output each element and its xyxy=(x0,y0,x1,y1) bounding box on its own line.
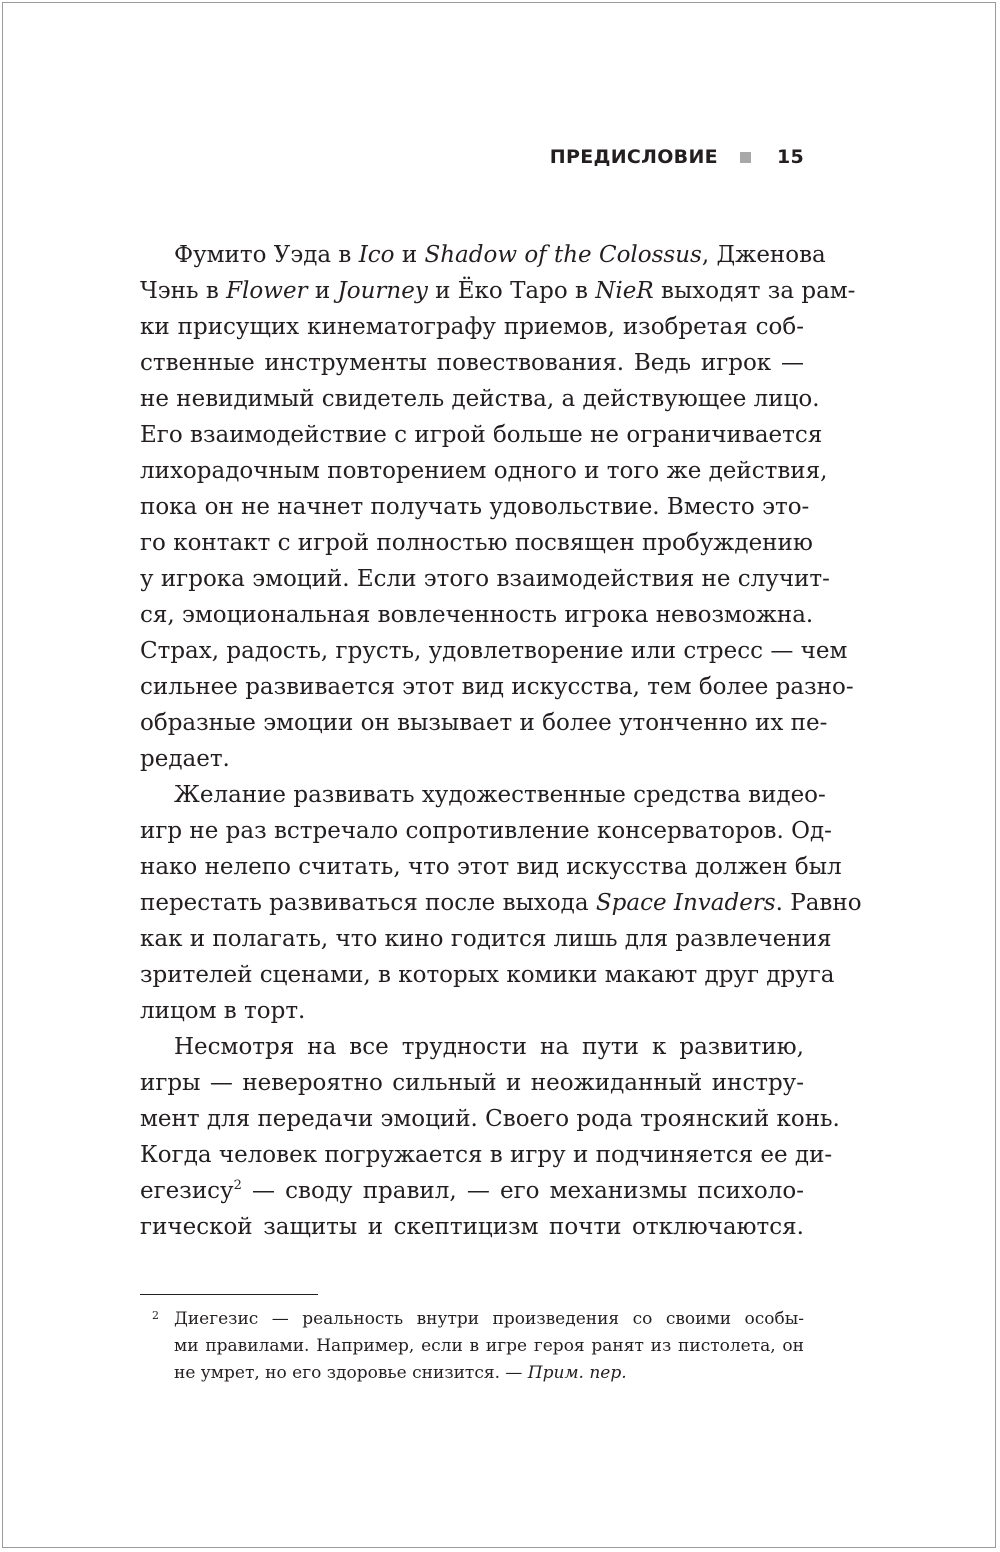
footnote-reference: 2 xyxy=(233,1178,242,1193)
text-run: , Дженова xyxy=(701,242,826,268)
italic-title: Shadow of the Colossus xyxy=(424,242,702,268)
text-run: и Ёко Таро в xyxy=(427,278,596,304)
text-run: как и полагать, что кино годится лишь для развлечения xyxy=(140,926,832,952)
text-run: перестать развиваться после выхода xyxy=(140,890,596,916)
footnote-rule xyxy=(140,1294,318,1295)
text-line xyxy=(140,417,823,453)
text-run: егезису xyxy=(140,1178,234,1204)
text-run: у игрока эмоций. Если этого взаимодействия не случит- xyxy=(140,566,830,592)
italic-title: Flower xyxy=(226,278,308,304)
text-line xyxy=(140,1101,840,1137)
text-line xyxy=(140,993,804,1029)
text-line xyxy=(140,273,856,309)
text-line xyxy=(140,237,826,273)
text-line xyxy=(140,1173,804,1209)
text-line xyxy=(140,489,810,525)
paragraph xyxy=(140,237,856,777)
text-line xyxy=(140,885,862,921)
text-run: Когда человек погружается в игру и подчиняется ее ди- xyxy=(140,1142,833,1168)
square-separator-icon xyxy=(740,152,751,163)
italic-title: Space Invaders xyxy=(595,890,776,916)
text-run: пока он не начнет получать удовольствие. Вместо это- xyxy=(140,494,810,520)
text-run: не невидимый свидетель действа, а действующее лицо. xyxy=(140,386,820,412)
text-run: Страх, радость, грусть, удовлетворение или стресс — чем xyxy=(140,638,848,664)
text-run: и xyxy=(394,242,425,268)
text-line xyxy=(140,741,804,777)
text-line xyxy=(140,1029,804,1065)
footnote-text xyxy=(174,1306,804,1387)
text-line xyxy=(140,705,828,741)
text-run: игры — невероятно сильный и неожиданный инстру- xyxy=(140,1070,804,1096)
text-run: сильнее развивается этот вид искусства, тем более разно- xyxy=(140,674,854,700)
text-line xyxy=(140,957,835,993)
footnote-number: 2 xyxy=(152,1309,159,1322)
text-line xyxy=(174,1360,804,1387)
text-run: Фумито Уэда в xyxy=(174,242,359,268)
text-line xyxy=(140,453,828,489)
italic-title: Прим. пер. xyxy=(527,1363,627,1383)
text-run: Желание развивать художественные средства видео- xyxy=(174,782,826,808)
text-line xyxy=(174,1306,804,1333)
text-line xyxy=(140,525,813,561)
text-line xyxy=(140,1137,833,1173)
page-number: 15 xyxy=(776,146,804,168)
text-run: мент для передачи эмоций. Своего рода троянский конь. xyxy=(140,1106,840,1132)
text-line xyxy=(140,813,832,849)
text-run: ки присущих кинематографу приемов, изобретая соб- xyxy=(140,314,804,340)
text-line xyxy=(140,1209,804,1245)
text-run: зрителей сценами, в которых комики макают друг друга xyxy=(140,962,835,988)
italic-title: Ico xyxy=(358,242,395,268)
text-run: выходят за рам- xyxy=(653,278,856,304)
text-run: редает. xyxy=(140,746,230,772)
text-run: лихорадочным повторением одного и того же действия, xyxy=(140,458,828,484)
text-line xyxy=(140,381,820,417)
main-text xyxy=(140,237,862,1245)
running-head xyxy=(140,140,804,174)
text-line xyxy=(140,777,826,813)
text-run: — своду правил, — его механизмы психоло- xyxy=(241,1178,804,1204)
text-line xyxy=(140,921,832,957)
text-line xyxy=(140,309,804,345)
text-line xyxy=(140,1065,804,1101)
text-run: го контакт с игрой полностью посвящен пробуждению xyxy=(140,530,813,556)
paragraph xyxy=(140,777,862,1029)
text-run: ми правилами. Например, если в игре героя ранят из пистолета, он xyxy=(174,1336,804,1356)
text-run: не умрет, но его здоровье снизится. — xyxy=(174,1363,528,1383)
text-line xyxy=(140,633,848,669)
text-run: Чэнь в xyxy=(140,278,227,304)
text-run: образные эмоции он вызывает и более утонченно их пе- xyxy=(140,710,828,736)
text-run: игр не раз встречало сопротивление консерваторов. Од- xyxy=(140,818,832,844)
text-run: Его взаимодействие с игрой больше не ограничивается xyxy=(140,422,823,448)
italic-title: Journey xyxy=(337,278,428,304)
text-line xyxy=(140,561,830,597)
text-line xyxy=(140,849,842,885)
text-line xyxy=(174,1333,804,1360)
text-run: нако нелепо считать, что этот вид искусства должен был xyxy=(140,854,842,880)
footnote xyxy=(140,1306,804,1387)
chapter-title: ПРЕДИСЛОВИЕ xyxy=(549,146,718,168)
paragraph xyxy=(140,1029,840,1245)
text-run: и xyxy=(307,278,338,304)
text-run: Диегезис — реальность внутри произведения со своими особы- xyxy=(174,1309,804,1329)
text-run: . Равно xyxy=(775,890,862,916)
text-run: ственные инструменты повествования. Ведь игрок — xyxy=(140,350,804,376)
text-run: ся, эмоциональная вовлеченность игрока невозможна. xyxy=(140,602,814,628)
text-line xyxy=(140,345,804,381)
text-run: лицом в торт. xyxy=(140,998,306,1024)
text-line xyxy=(140,597,814,633)
italic-title: NieR xyxy=(595,278,654,304)
text-run: Несмотря на все трудности на пути к развитию, xyxy=(174,1034,804,1060)
text-run: гической защиты и скептицизм почти отключаются. xyxy=(140,1214,804,1240)
text-line xyxy=(140,669,854,705)
